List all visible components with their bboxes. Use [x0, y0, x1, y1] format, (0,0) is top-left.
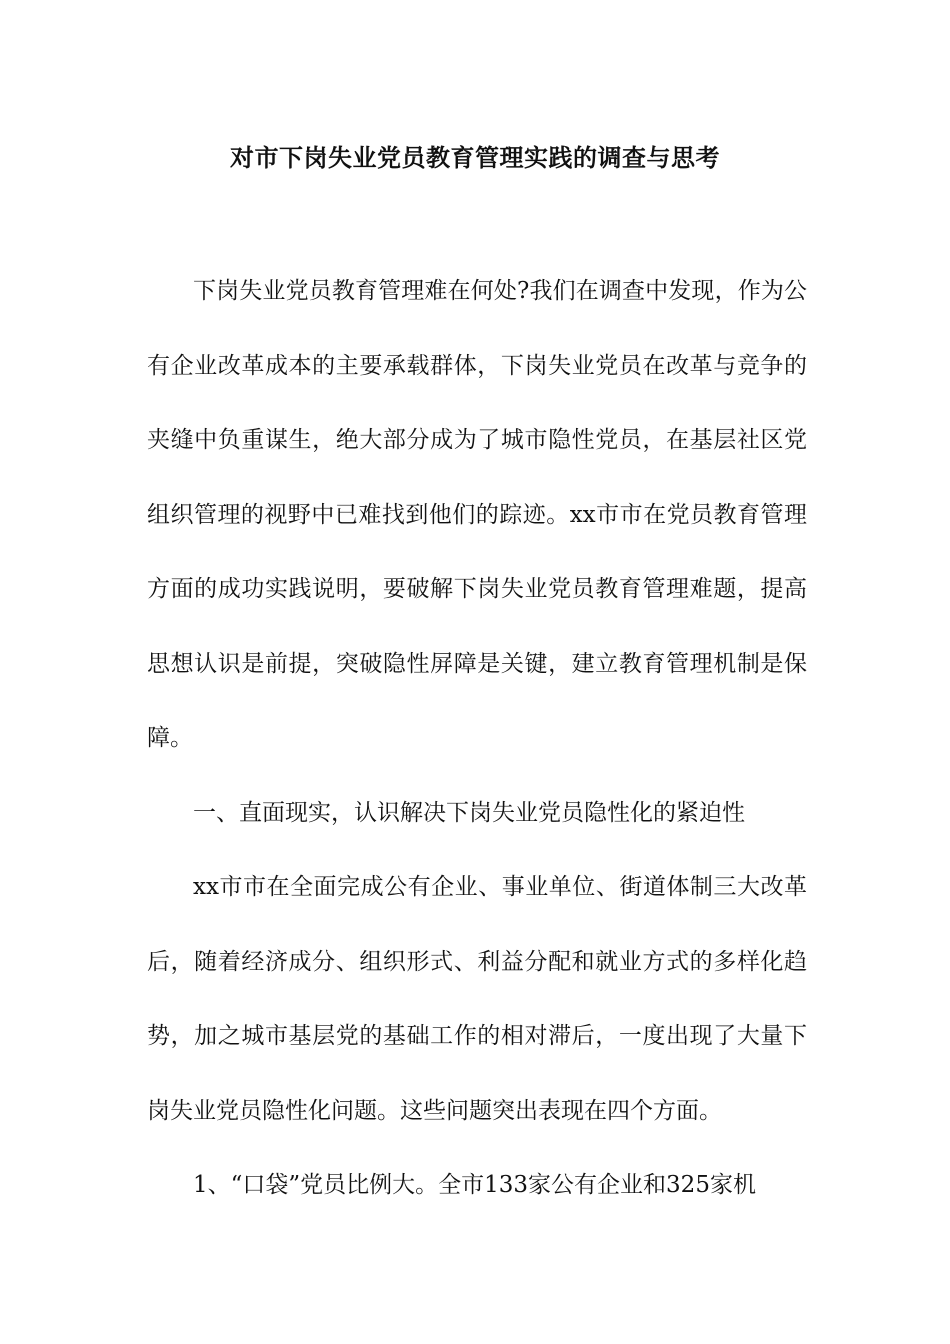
- paragraph-point-1: 1、“口袋”党员比例大。全市133家公有企业和325家机: [193, 1172, 756, 1198]
- document-body: [147, 254, 807, 1223]
- paragraph-section-1: xx市市在全面完成公有企业、事业单位、街道体制三大改革后，随着经济成分、组织形式、利益分配和就业方式的多样化趋势，加之城市基层党的基础工作的相对滞后，一度出现了大量下岗失业党员隐性化问题。这些问题突出表现在四个方面。: [147, 874, 807, 1124]
- section-heading-1: 一、直面现实，认识解决下岗失业党员隐性化的紧迫性: [193, 799, 745, 826]
- paragraph-intro: 下岗失业党员教育管理难在何处?我们在调查中发现，作为公有企业改革成本的主要承载群体，下岗失业党员在改革与竞争的夹缝中负重谋生，绝大部分成为了城市隐性党员，在基层社区党组织管理的视野中已难找到他们的踪迹。xx市市在党员教育管理方面的成功实践说明，要破解下岗失业党员教育管理难题，提高思想认识是前提，突破隐性屏障是关键，建立教育管理机制是保障。: [147, 278, 807, 751]
- document-title: 对市下岗失业党员教育管理实践的调查与思考: [230, 143, 720, 172]
